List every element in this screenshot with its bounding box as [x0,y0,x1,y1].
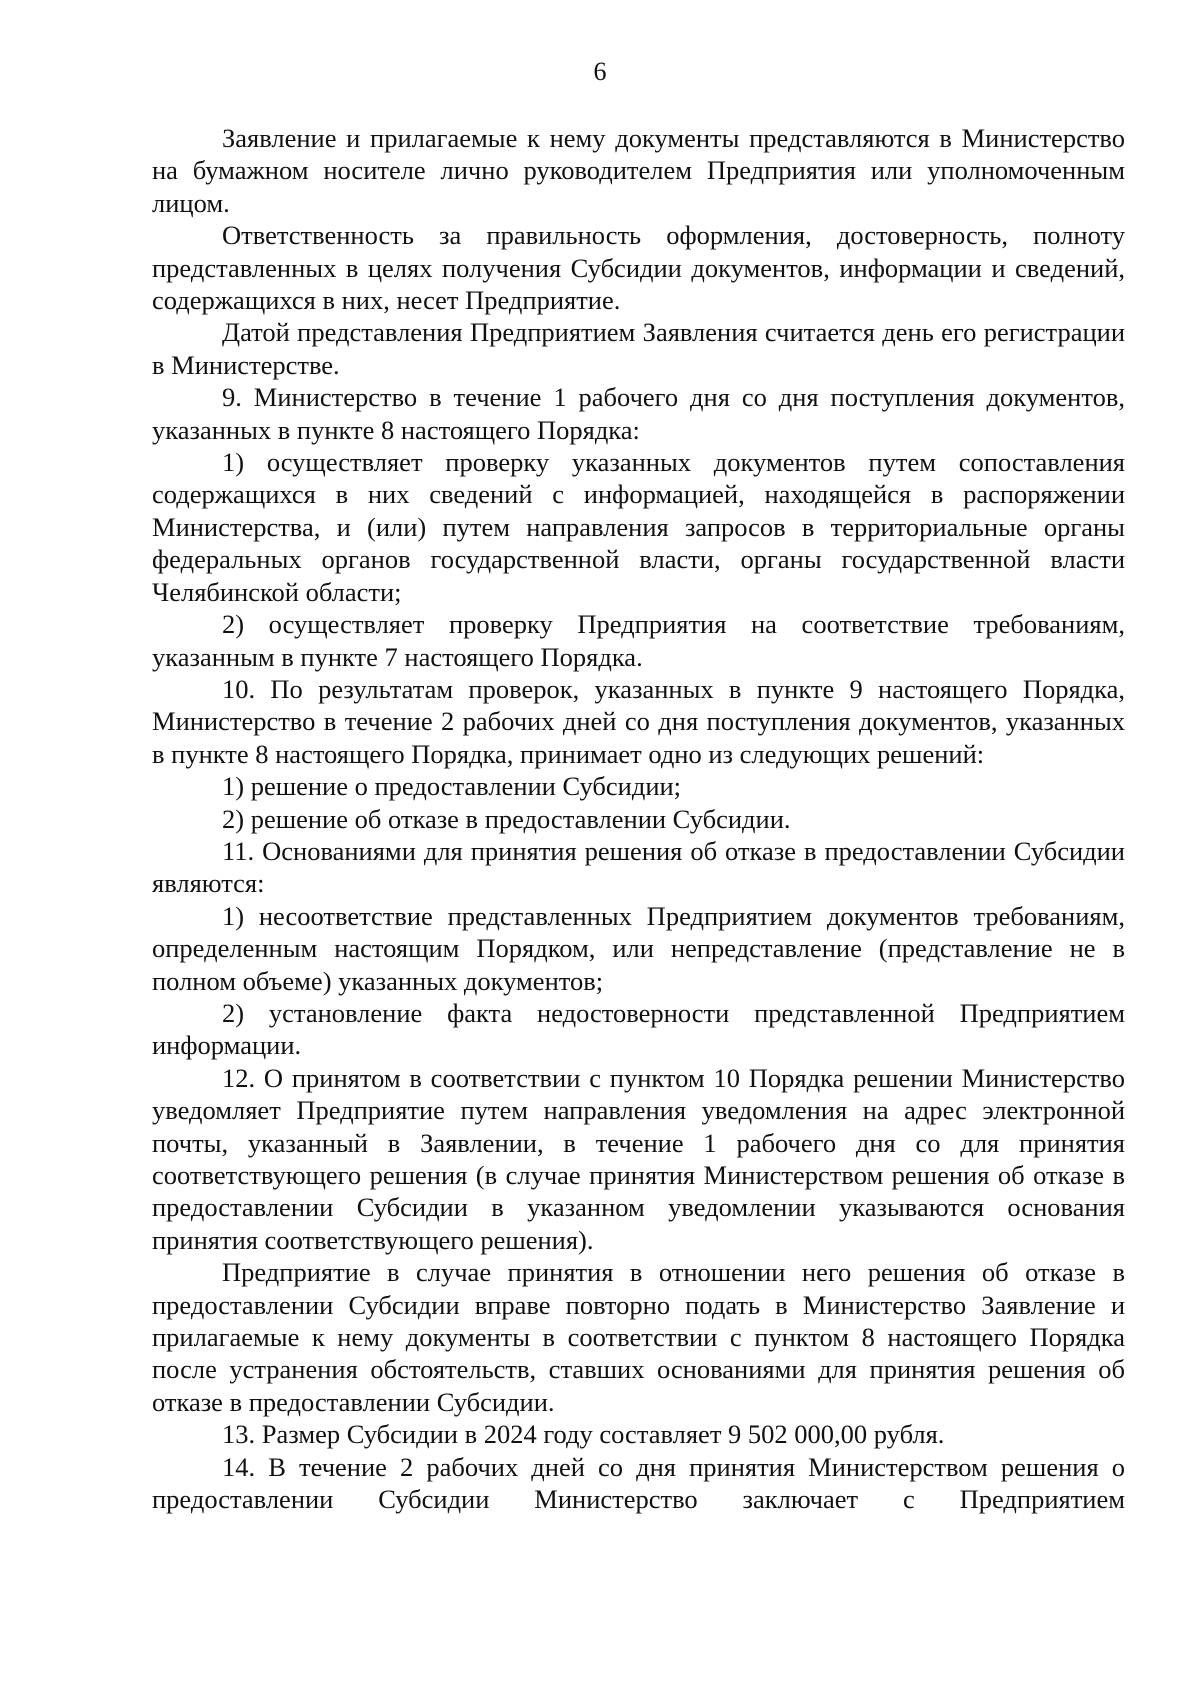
paragraph: 1) решение о предоставлении Субсидии; [222,771,682,802]
paragraph: Заявление и прилагаемые к нему документы представляются в Министерство на бумажном носителе лично руководителем Предприятия или уполномоченным лицом. [152,123,1125,218]
paragraph: 9. Министерство в течение 1 рабочего дня со дня поступления документов, указанных в пункте 8 настоящего Порядка: [152,382,1125,445]
paragraph: 2) решение об отказе в предоставлении Субсидии. [222,803,791,834]
paragraph: 2) осуществляет проверку Предприятия на соответствие требованиям, указанным в пункте 7 настоящего Порядка. [152,609,1125,672]
paragraph: Ответственность за правильность оформления, достоверность, полноту представленных в целях получения Субсидии документов, информации и сведений, содержащихся в них, несет Предприятие. [152,220,1125,316]
paragraph: Датой представления Предприятием Заявления считается день его регистрации в Министерстве. [152,317,1125,380]
paragraph: 2) установление факта недостоверности представленной Предприятием информации. [152,997,1125,1061]
paragraph: 13. Размер Субсидии в 2024 году составляет 9 502 000,00 рубля. [222,1419,945,1450]
paragraph: Предприятие в случае принятия в отношении него решения об отказе в предоставлении Субсидии вправе повторно подать в Министерство Заявление и прилагаемые к нему документы в соответствии с пунктом 8 настоящего Порядка после устранения обстоятельств, ставших основаниями для принятия решения об отказе в предоставлении Субсидии. [152,1257,1125,1417]
paragraph: 11. Основаниями для принятия решения об отказе в предоставлении Субсидии являются: [152,835,1125,899]
paragraph: 1) несоответствие представленных Предприятием документов требованиям, определенным настоящим Порядком, или непредставление (представление не в полном объеме) указанных документов; [152,900,1125,996]
paragraph: 1) осуществляет проверку указанных документов путем сопоставления содержащихся в них сведений с информацией, находящейся в распоряжении Министерства, и (или) путем направления запросов в территориальные органы федеральных органов государственной власти, органы государственной власти Челябинской области; [152,447,1125,607]
paragraph: 14. В течение 2 рабочих дней со дня принятия Министерством решения о предоставлении Субсидии Министерство заключает с Предприятием [152,1451,1125,1515]
paragraph: 12. О принятом в соответствии с пунктом 10 Порядка решении Министерство уведомляет Предприятие путем направления уведомления на адрес электронной почты, указанный в Заявлении, в течение 1 рабочего дня со для принятия соответствующего решения (в случае принятия Министерством решения об отказе в предоставлении Субсидии в указанном уведомлении указываются основания принятия соответствующего решения). [152,1062,1125,1255]
page-number: 6 [593,57,607,86]
paragraph: 10. По результатам проверок, указанных в пункте 9 настоящего Порядка, Министерство в течение 2 рабочих дней со дня поступления документов, указанных в пункте 8 настоящего Порядка, принимает одно из следующих решений: [152,673,1125,769]
document-body [152,122,1125,1515]
